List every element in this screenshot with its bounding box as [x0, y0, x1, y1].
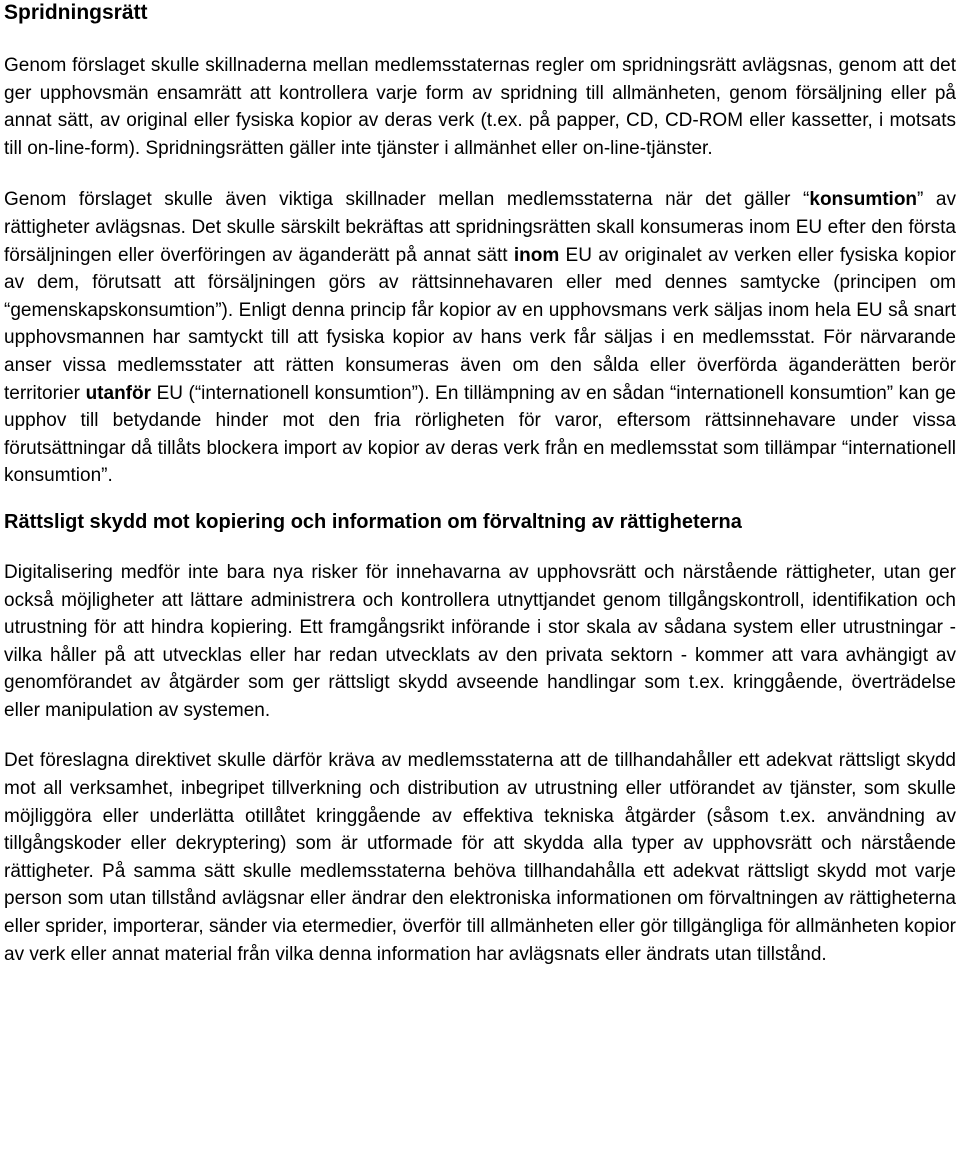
paragraph-proposed-directive: Det föreslagna direktivet skulle därför kräva av medlemsstaterna att de tillhandahåller ett adekvat rättsligt skydd mot all verksamhet, inbegripet tillverkning och distribution av utrustning eller utförandet av tjänster, som skulle möjliggöra eller underlätta otillåtet kringgående av effektiva tekniska åtgärder (såsom t.ex. användning av tillgångskoder eller dekryptering) som är utformade för att skydda alla typer av upphovsrätt och närstående rättigheter. På samma sätt skulle medlemsstaterna behöva tillhandahålla ett adekvat rättsligt skydd mot varje person som utan tillstånd avlägsnar eller ändrar den elektroniska informationen om förvaltningen av rättigheterna eller sprider, importerar, sänder via etermedier, överför till allmänheten eller gör tillgängliga för allmänheten kopior av verk eller annat material från vilka denna information har avlägsnats eller ändrats utan tillstånd.: [4, 750, 956, 965]
paragraph-digitalisation: Digitalisering medför inte bara nya risker för innehavarna av upphovsrätt och närstående rättigheter, utan ger också möjligheter att lättare administrera och kontrollera utnyttjandet genom tillgångskontroll, identifikation och utrustning för att hindra kopiering. Ett framgångsrikt införande i stor skala av sådana system eller utrustningar - vilka håller på att utvecklas eller har redan utvecklats av den privata sektorn - kommer att vara avhängigt av genomförandet av åtgärder som ger rättsligt skydd avseende handlingar som t.ex. kringgående, överträdelse eller manipulation av systemen.: [4, 561, 956, 721]
bold-term-inom: inom: [513, 244, 560, 266]
text-run: ” av rättigheter avlägsnas. Det skulle särskilt bekräftas att spridningsrätten skall konsumeras inom EU efter den första försäljningen eller överföringen av äganderätt på annat sätt: [4, 189, 956, 266]
section-heading-legal-protection: Rättsligt skydd mot kopiering och information om förvaltning av rättigheterna: [4, 510, 742, 533]
text-run: Genom förslaget skulle även viktiga skillnader mellan medlemsstaterna när det gäller “: [4, 189, 810, 211]
text-run: EU av originalet av verken eller fysiska kopior av dem, förutsatt att försäljningen görs av rättsinnehavaren eller med dennes samtycke (principen om “gemenskapskonsumtion”). Enligt denna princip får kopior av en upphovsmans verk säljas inom hela EU så snart upphovsmannen har samtyckt till att fysiska kopior av hans verk får säljas i en medlemsstat. För närvarande anser vissa medlemsstater att rätten konsumeras även om den sålda eller överförda äganderätten berör territorier: [4, 244, 956, 404]
paragraph-exhaustion: [4, 186, 956, 490]
text-run: EU (“internationell konsumtion”). En tillämpning av en sådan “internationell konsumtion” kan ge upphov till betydande hinder mot den fria rörligheten för varor, eftersom rättsinnehavare under vissa förutsättningar då tillåts blockera import av kopior av deras verk från en medlemsstat som tillämpar “internationell konsumtion”.: [4, 382, 956, 487]
section-heading-spridningsratt: Spridningsrätt: [4, 1, 148, 24]
bold-term-utanfor: utanför: [85, 382, 152, 404]
bold-term-konsumtion: konsumtion: [809, 189, 918, 211]
paragraph-distribution-right: Genom förslaget skulle skillnaderna mellan medlemsstaternas regler om spridningsrätt avlägsnas, genom att det ger upphovsmän ensamrätt att kontrollera varje form av spridning till allmänheten, genom försäljning eller på annat sätt, av original eller fysiska kopior av deras verk (t.ex. på papper, CD, CD-ROM eller kassetter, i motsats till on-line-form). Spridningsrätten gäller inte tjänster i allmänhet eller on-line-tjänster.: [4, 55, 956, 159]
